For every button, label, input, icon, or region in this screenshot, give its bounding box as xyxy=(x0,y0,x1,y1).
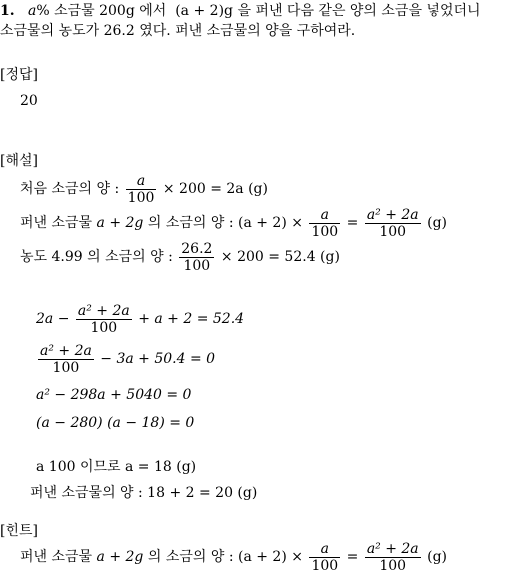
step1-label: 처음 소금의 양 : xyxy=(20,181,120,197)
step2-equals: = xyxy=(346,215,359,231)
step1-fraction xyxy=(126,173,157,206)
eq1-fraction-num: a² + 2a xyxy=(77,302,130,319)
hint-line xyxy=(20,540,447,574)
eq1-fraction-den: 100 xyxy=(90,319,118,336)
eq2-fraction-num: a² + 2a xyxy=(40,342,92,359)
step3-fraction-den: 100 xyxy=(183,257,211,274)
step2-fraction-2 xyxy=(365,207,421,240)
step1-rest: × 200 = 2a (g) xyxy=(162,181,268,197)
hint-fraction-2-num: a² + 2a xyxy=(366,540,419,557)
conclusion-2: 퍼낸 소금물의 양 : 18 + 2 = 20 (g) xyxy=(30,485,258,501)
equation-1 xyxy=(36,302,244,336)
equation-3: a² − 298a + 5040 = 0 xyxy=(36,387,192,403)
problem-text-part2: g 을 퍼낸 다음 같은 양의 소금을 넣었더니 xyxy=(224,3,481,19)
step2-expr: a + 2g xyxy=(96,215,144,231)
hint-label: 퍼낸 소금물 xyxy=(20,549,93,565)
step2-fraction-2-num: a² + 2a xyxy=(366,206,419,223)
step3-label: 농도 4.99 의 소금의 양 : xyxy=(20,249,173,265)
solution-heading: [해설] xyxy=(0,153,38,169)
step2-fraction-1-den: 100 xyxy=(311,223,339,240)
eq1-post: + a + 2 = 52.4 xyxy=(138,311,245,327)
answer-value: 20 xyxy=(20,93,38,109)
step2-fraction-2-den: 100 xyxy=(379,223,407,240)
hint-fraction-1-num: a xyxy=(309,541,340,558)
equation-4: (a − 280) (a − 18) = 0 xyxy=(36,415,195,431)
hint-fraction-2-den: 100 xyxy=(379,557,407,574)
step3-rest: × 200 = 52.4 (g) xyxy=(220,249,340,265)
hint-fraction-2 xyxy=(365,541,421,574)
step2-label: 퍼낸 소금물 xyxy=(20,215,93,231)
eq1-pre: 2a − xyxy=(36,311,70,327)
step2-mid: 의 소금의 양 : (a + 2) × xyxy=(147,215,303,231)
hint-heading: [힌트] xyxy=(0,523,38,539)
problem-line-2: 소금물의 농도가 26.2 였다. 퍼낸 소금물의 양을 구하여라. xyxy=(0,23,356,39)
solution-step-1 xyxy=(20,172,268,206)
hint-equals: = xyxy=(346,549,359,565)
step3-fraction xyxy=(179,241,214,274)
step1-fraction-num: a xyxy=(126,173,157,190)
solution-step-3 xyxy=(20,240,340,274)
eq2-fraction xyxy=(38,343,94,376)
hint-expr: a + 2g xyxy=(96,549,144,565)
step3-fraction-num: 26.2 xyxy=(181,240,213,257)
step2-unit: (g) xyxy=(427,215,447,231)
problem-text-part1: % 소금물 200g 에서 xyxy=(36,3,167,19)
hint-mid: 의 소금의 양 : (a + 2) × xyxy=(147,549,303,565)
eq2-post: − 3a + 50.4 = 0 xyxy=(100,351,216,367)
hint-fraction-1 xyxy=(309,541,340,574)
step1-fraction-den: 100 xyxy=(127,189,155,206)
variable-a: a xyxy=(27,3,37,19)
conclusion-1: a 100 이므로 a = 18 (g) xyxy=(36,459,197,475)
problem-paren-expr: (a + 2) xyxy=(175,3,225,19)
equation-2 xyxy=(36,342,215,376)
step2-fraction-1 xyxy=(309,207,340,240)
solution-step-2 xyxy=(20,206,447,240)
hint-fraction-1-den: 100 xyxy=(311,557,339,574)
problem-number: 1. xyxy=(0,3,15,19)
eq2-fraction-den: 100 xyxy=(52,359,80,376)
step2-fraction-1-num: a xyxy=(309,207,340,224)
eq1-fraction xyxy=(76,303,132,336)
hint-unit: (g) xyxy=(427,549,447,565)
answer-heading: [정답] xyxy=(0,67,38,83)
problem-line-1 xyxy=(0,2,481,20)
